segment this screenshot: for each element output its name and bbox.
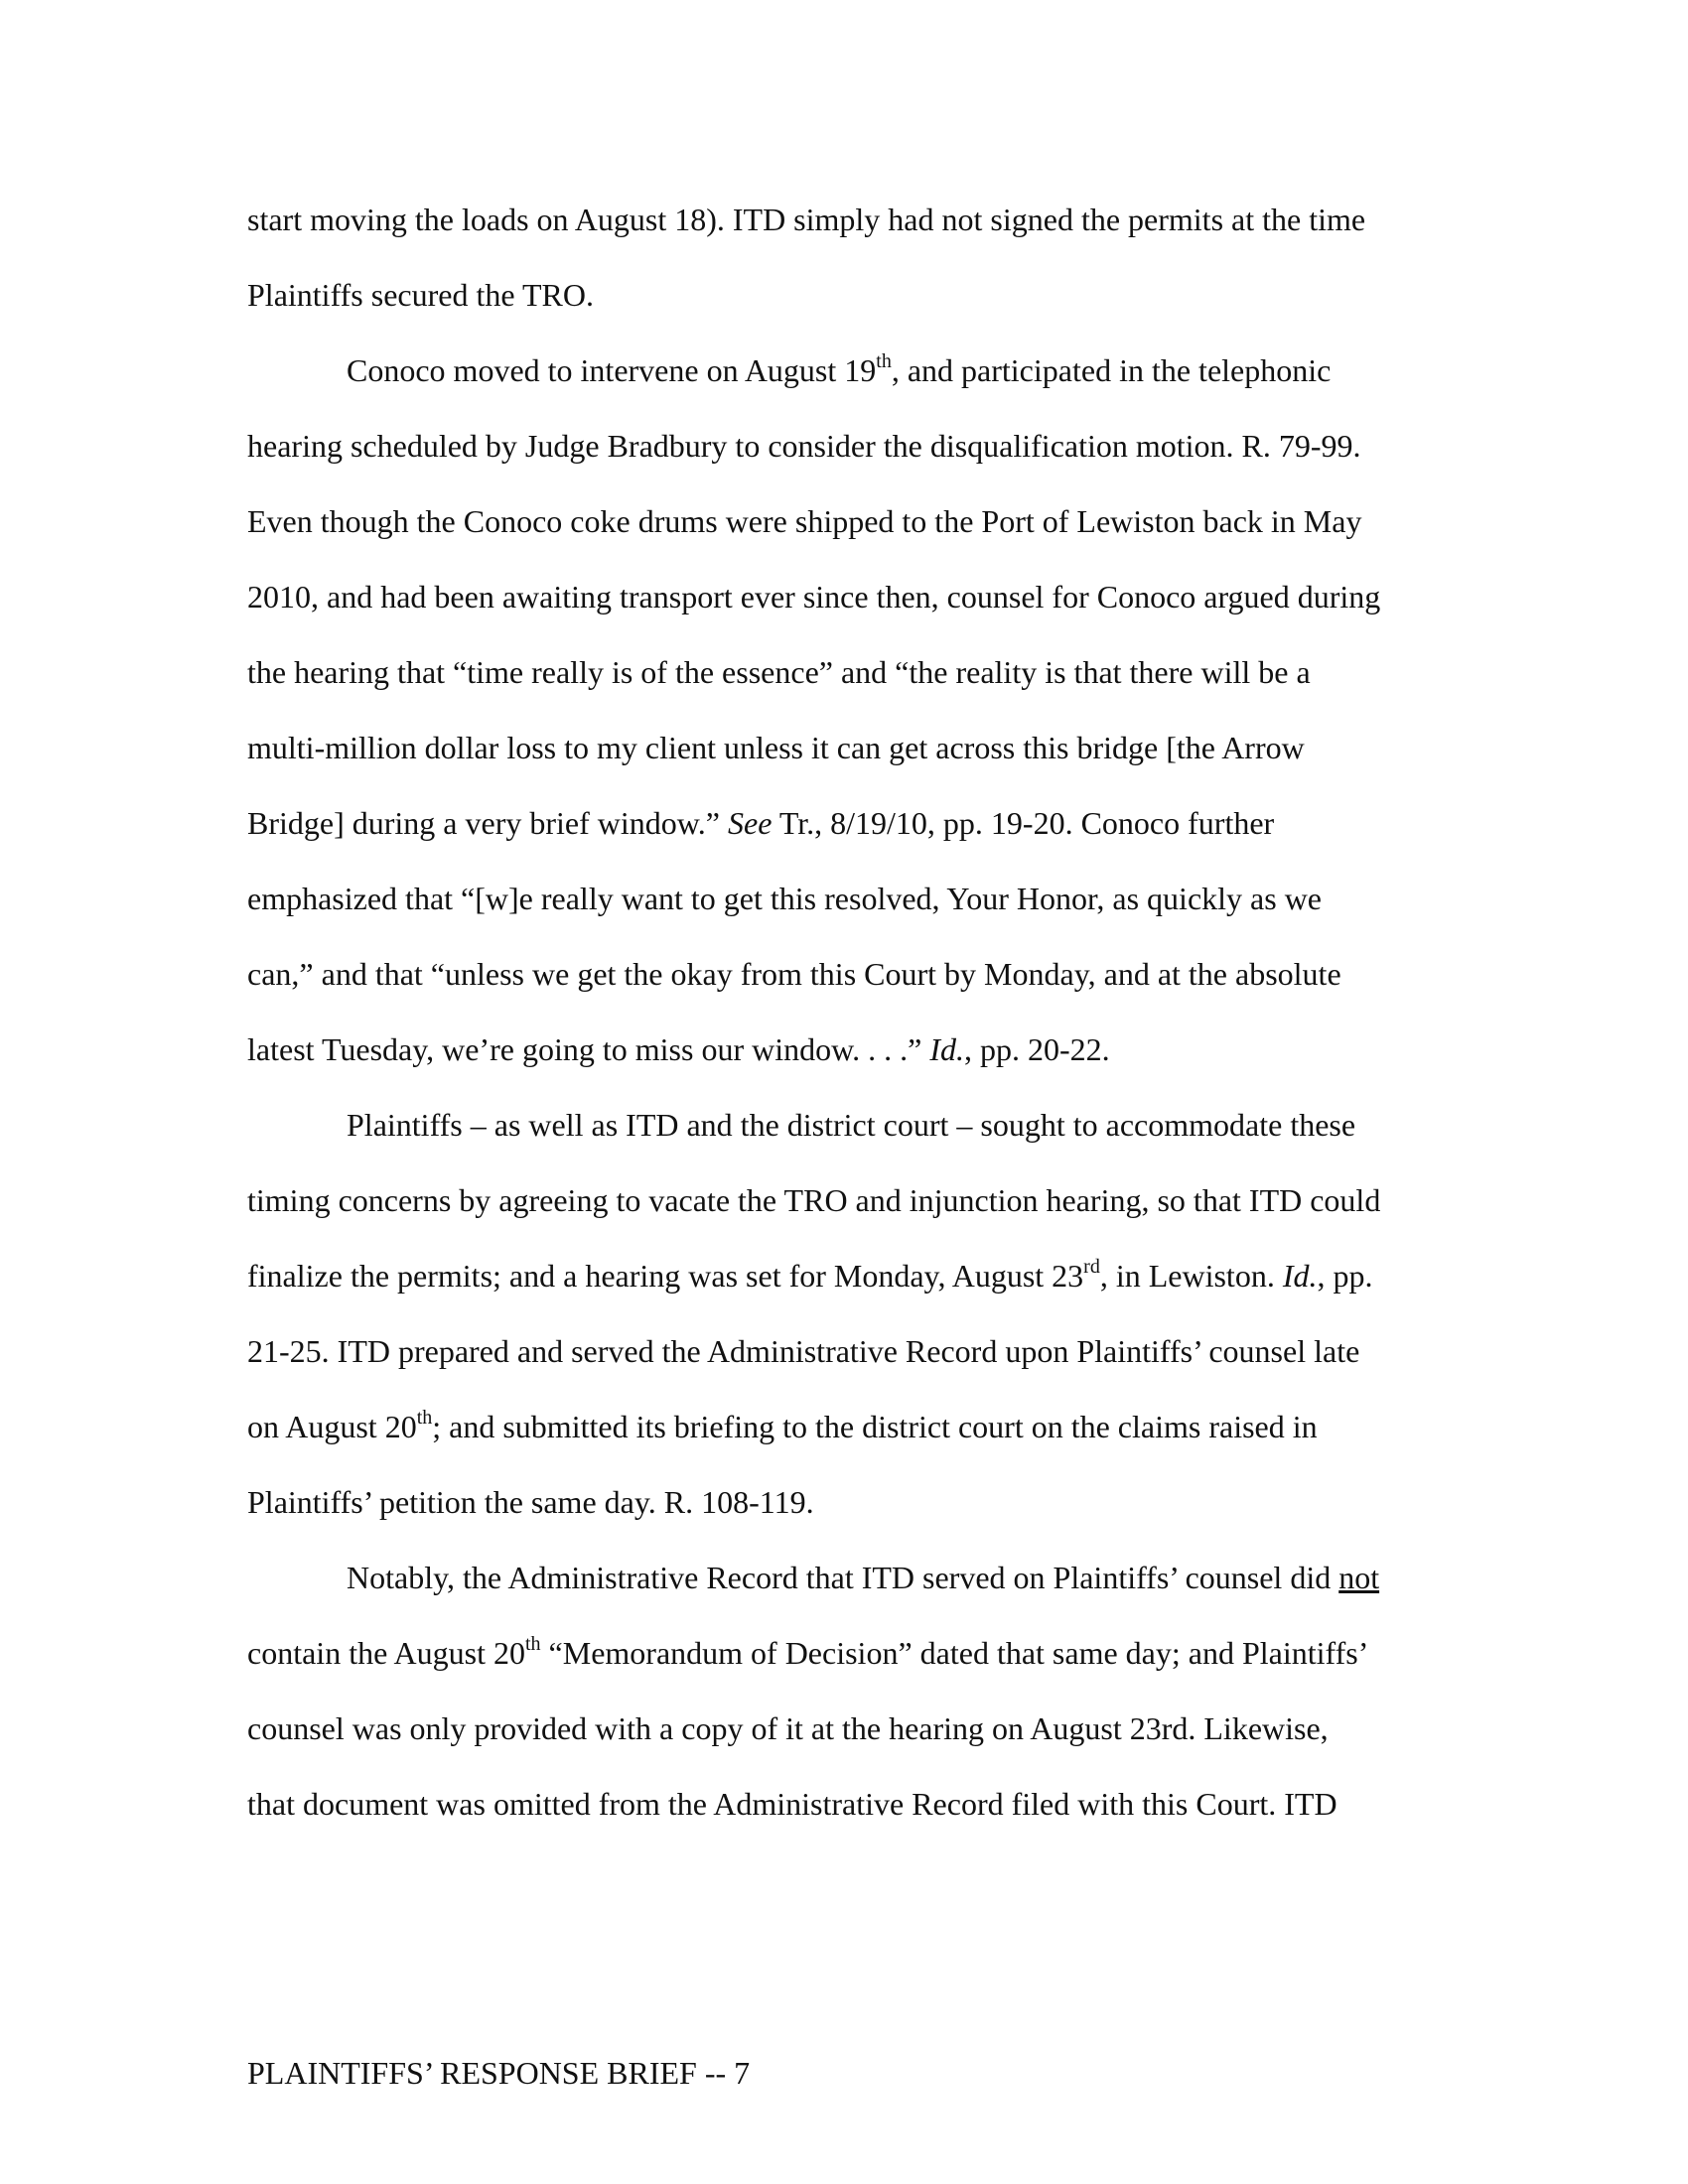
body-text: contain the August 20 — [247, 1635, 525, 1671]
citation-signal: See — [728, 805, 773, 841]
body-text: finalize the permits; and a hearing was set for Monday, August 23 — [247, 1258, 1084, 1294]
citation-signal: Id. — [1282, 1258, 1318, 1294]
body-line-17 — [247, 1407, 1439, 1446]
body-text: Tr., 8/19/10, pp. 19-20. Conoco further — [772, 805, 1275, 841]
ordinal-suffix: th — [524, 1633, 541, 1656]
page-footer: PLAINTIFFS’ RESPONSE BRIEF -- 7 — [247, 2055, 751, 2091]
body-line-2: Plaintiffs secured the TRO. — [247, 277, 594, 313]
body-line-8: multi-million dollar loss to my client unless it can get across this bridge [the Arrow — [247, 730, 1305, 765]
body-line-11: can,” and that “unless we get the okay from this Court by Monday, and at the absolute — [247, 956, 1341, 992]
body-text: , and participated in the telephonic — [891, 352, 1332, 388]
body-text: , pp. 20-22. — [964, 1031, 1110, 1067]
body-line-19 — [347, 1558, 1538, 1597]
body-line-1: start moving the loads on August 18). ITD simply had not signed the permits at the time — [247, 202, 1366, 237]
body-line-5: Even though the Conoco coke drums were shipped to the Port of Lewiston back in May — [247, 503, 1362, 539]
ordinal-suffix: th — [876, 350, 892, 373]
body-line-4: hearing scheduled by Judge Bradbury to consider the disqualification motion. R. 79-99. — [247, 428, 1361, 464]
body-line-6: 2010, and had been awaiting transport ever since then, counsel for Conoco argued during — [247, 579, 1381, 614]
body-line-20 — [247, 1633, 1439, 1673]
body-line-18: Plaintiffs’ petition the same day. R. 108-119. — [247, 1484, 814, 1520]
body-line-10: emphasized that “[w]e really want to get this resolved, Your Honor, as quickly as we — [247, 881, 1322, 916]
body-line-14: timing concerns by agreeing to vacate the TRO and injunction hearing, so that ITD could — [247, 1182, 1381, 1218]
body-text: Notably, the Administrative Record that ITD served on Plaintiffs’ counsel did — [347, 1560, 1339, 1595]
body-line-21: counsel was only provided with a copy of it at the hearing on August 23rd. Likewise, — [247, 1710, 1329, 1746]
body-line-7: the hearing that “time really is of the essence” and “the reality is that there will be a — [247, 654, 1311, 690]
ordinal-suffix: th — [416, 1407, 433, 1430]
body-text: , pp. — [1317, 1258, 1373, 1294]
body-text: Conoco moved to intervene on August 19 — [347, 352, 877, 388]
body-line-16: 21-25. ITD prepared and served the Administrative Record upon Plaintiffs’ counsel late — [247, 1333, 1360, 1369]
body-text: ; and submitted its briefing to the district court on the claims raised in — [432, 1409, 1318, 1444]
body-line-22: that document was omitted from the Administrative Record filed with this Court. ITD — [247, 1786, 1337, 1822]
citation-signal: Id. — [929, 1031, 964, 1067]
body-line-15 — [247, 1256, 1439, 1296]
body-text: on August 20 — [247, 1409, 417, 1444]
body-line-3 — [347, 350, 1538, 390]
body-text: , in Lewiston. — [1099, 1258, 1283, 1294]
body-line-12 — [247, 1029, 1439, 1069]
ordinal-suffix: rd — [1083, 1256, 1100, 1279]
emphasis-underline: not — [1338, 1560, 1380, 1595]
body-text: latest Tuesday, we’re going to miss our window. . . .” — [247, 1031, 930, 1067]
body-text: Bridge] during a very brief window.” — [247, 805, 728, 841]
body-text: “Memorandum of Decision” dated that same day; and Plaintiffs’ — [540, 1635, 1369, 1671]
body-line-9 — [247, 803, 1439, 843]
body-line-13: Plaintiffs – as well as ITD and the district court – sought to accommodate these — [347, 1107, 1356, 1143]
